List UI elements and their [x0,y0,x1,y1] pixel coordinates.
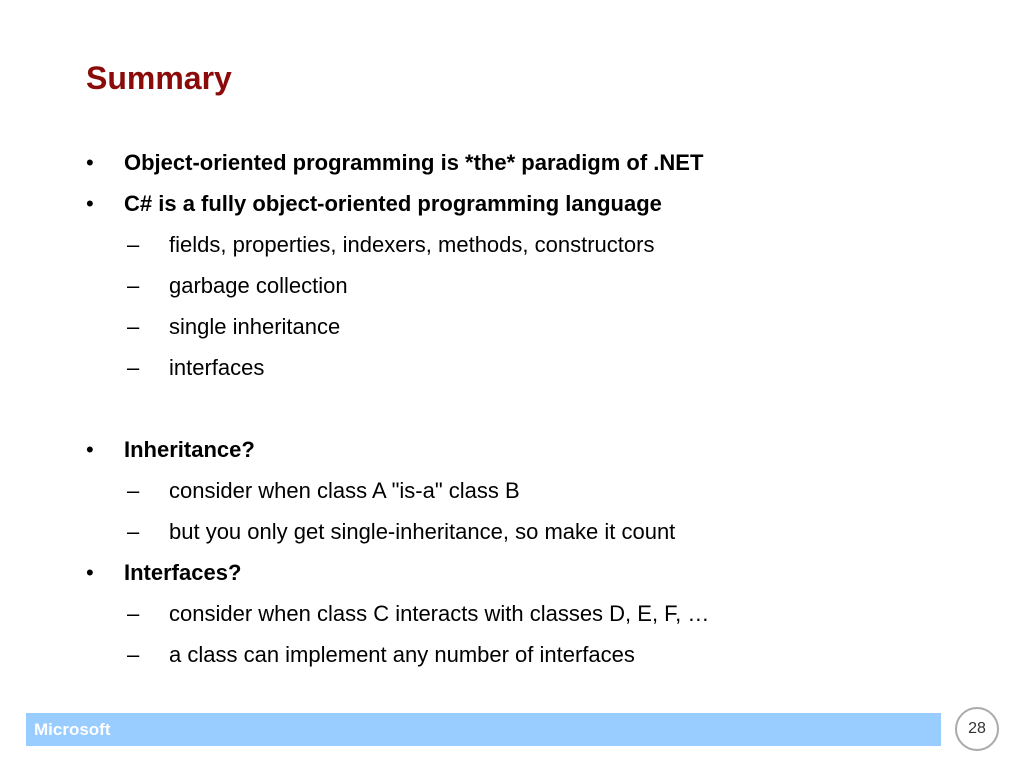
sub-bullet-text: consider when class A "is-a" class B [169,478,520,503]
slide-title: Summary [86,60,232,96]
dash-marker: – [127,478,140,503]
bullet-item [86,437,255,463]
page-number-badge [955,707,999,751]
sub-bullet-text: a class can implement any number of interfaces [169,642,635,667]
sub-bullet-text: single inheritance [169,314,341,339]
sub-bullet-text: consider when class C interacts with classes D, E, F, … [169,601,710,626]
sub-bullet-item [127,273,348,299]
bullet-marker: • [86,560,94,585]
bullet-marker: • [86,150,94,175]
bullet-item [86,191,662,217]
bullet-text: Object-oriented programming is *the* paradigm of .NET [124,150,704,175]
sub-bullet-item [127,642,635,668]
sub-bullet-item [127,519,675,545]
bullet-text: Inheritance? [124,437,255,462]
sub-bullet-text: but you only get single-inheritance, so make it count [169,519,676,544]
bullet-marker: • [86,191,94,216]
footer-bar [26,713,941,746]
dash-marker: – [127,355,140,380]
footer-brand-label: Microsoft [34,720,111,739]
sub-bullet-item [127,232,654,258]
sub-bullet-item [127,601,709,627]
dash-marker: – [127,273,140,298]
sub-bullet-text: garbage collection [169,273,348,298]
dash-marker: – [127,601,140,626]
sub-bullet-item [127,314,340,340]
bullet-marker: • [86,437,94,462]
dash-marker: – [127,314,140,339]
dash-marker: – [127,642,140,667]
sub-bullet-item [127,355,264,381]
bullet-text: C# is a fully object-oriented programming language [124,191,662,216]
sub-bullet-item [127,478,520,504]
dash-marker: – [127,519,140,544]
sub-bullet-text: fields, properties, indexers, methods, constructors [169,232,655,257]
bullet-item [86,560,241,586]
page-number: 28 [968,720,986,737]
bullet-text: Interfaces? [124,560,242,585]
dash-marker: – [127,232,140,257]
bullet-item [86,150,703,176]
sub-bullet-text: interfaces [169,355,265,380]
